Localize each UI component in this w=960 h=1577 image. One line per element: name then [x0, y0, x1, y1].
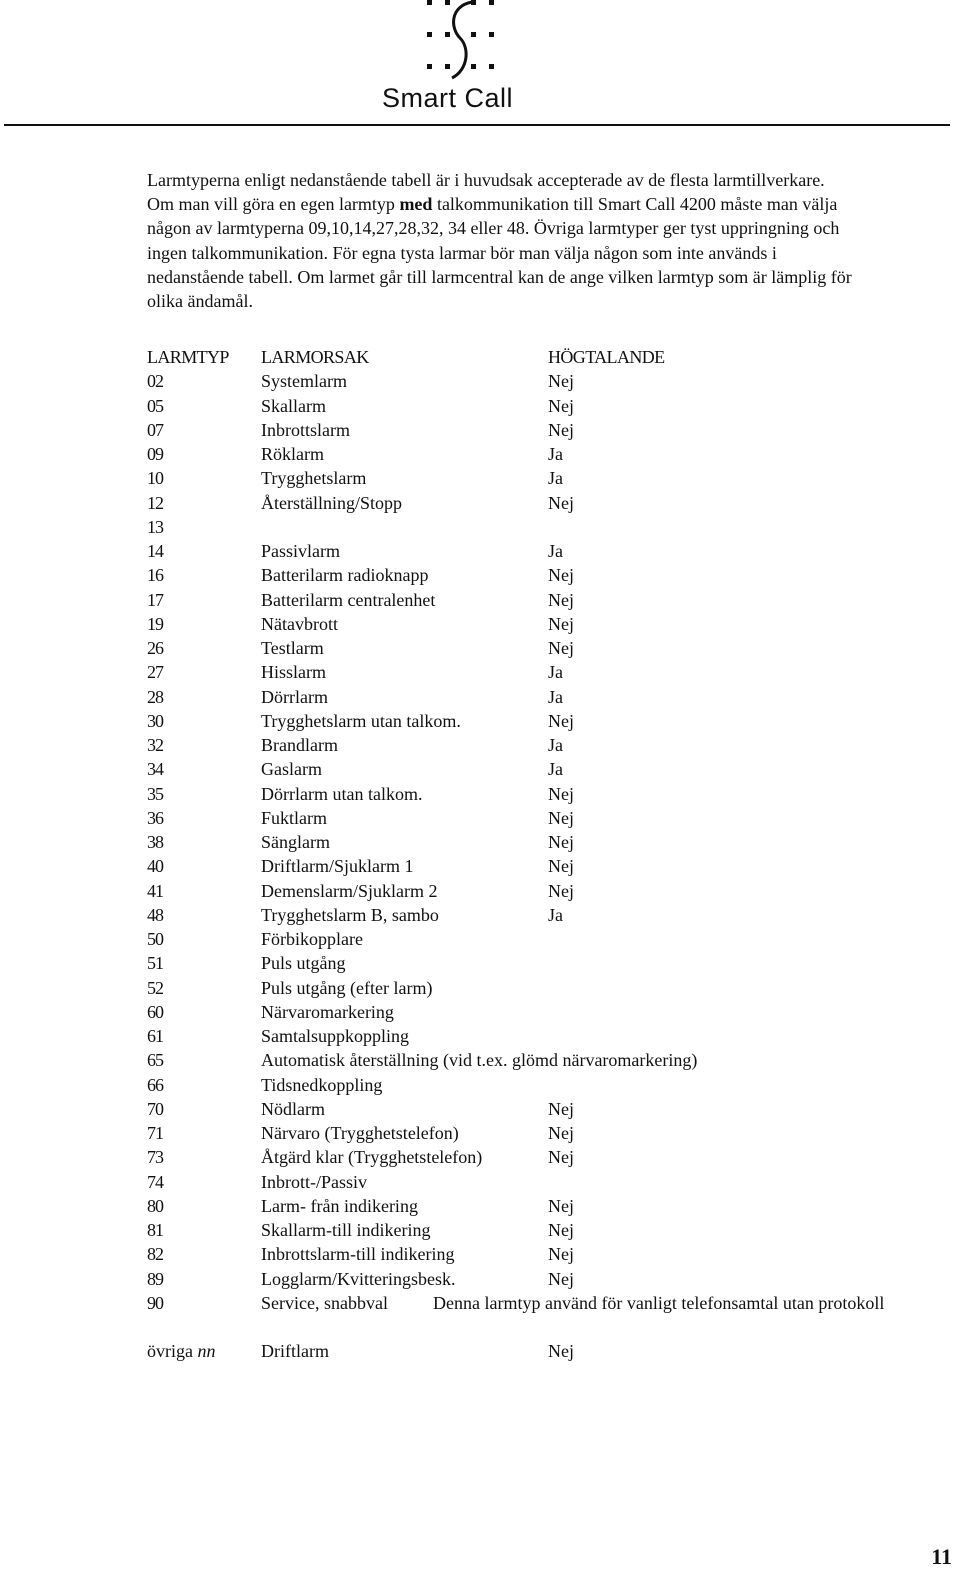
- alarm-speaker: Nej: [548, 613, 574, 634]
- table-row: [147, 1242, 947, 1266]
- alarm-cause: Passivlarm: [261, 541, 340, 561]
- table-row: [147, 612, 947, 636]
- alarm-cause: Skallarm-till indikering: [261, 1220, 431, 1240]
- alarm-speaker: Ja: [548, 686, 563, 707]
- table-row: [147, 854, 947, 878]
- alarm-cause: Automatisk återställning (vid t.ex. glömd närvaromarkering): [261, 1050, 698, 1071]
- alarm-cause: Återställning/Stopp: [261, 492, 402, 513]
- alarm-code: 34: [147, 759, 163, 780]
- intro-paragraph-2: Om man vill göra en egen larmtyp med talkommunikation till Smart Call 4200 måste man välja någon av larmtyperna 09,10,14,27,28,32, 34 eller 48. Övriga larmtyper ger tyst uppringning och ingen talkommunikation. För egna tysta larmar bör man välja någon som inte används i nedanstående tabell. Om larmet går till larmcentral kan de ange vilken larmtyp som är lämplig för olika ändamål.: [147, 194, 852, 312]
- alarm-cause: Närvaro (Trygghetstelefon): [261, 1123, 459, 1143]
- brand-name: Smart Call: [382, 83, 514, 113]
- alarm-speaker: Nej: [548, 710, 574, 731]
- alarm-code: 27: [147, 662, 163, 683]
- table-row: [147, 1097, 947, 1121]
- alarm-cause: Systemlarm: [261, 371, 347, 392]
- intro-paragraph-1: Larmtyperna enligt nedanstående tabell är i huvudsak accepterade av de flesta larmtillverkare.: [147, 170, 825, 190]
- table-row: [147, 733, 947, 757]
- alarm-speaker: Ja: [548, 444, 563, 464]
- table-row: [147, 1218, 947, 1242]
- table-row: [147, 976, 947, 1000]
- table-row: [147, 927, 947, 951]
- alarm-code: 28: [147, 686, 163, 707]
- alarm-speaker: Nej: [548, 419, 574, 440]
- alarm-code: 09: [147, 444, 163, 464]
- alarm-code: 73: [147, 1147, 163, 1168]
- alarm-code: övriga nn: [147, 1341, 216, 1362]
- alarm-cause: Demenslarm/Sjuklarm 2: [261, 880, 438, 901]
- alarm-speaker: Nej: [548, 880, 574, 901]
- alarm-speaker: Nej: [548, 565, 574, 586]
- alarm-code: 36: [147, 807, 163, 828]
- alarm-code: 71: [147, 1123, 163, 1143]
- alarm-code: 70: [147, 1098, 163, 1119]
- table-row: [147, 563, 947, 587]
- table-row: [147, 685, 947, 709]
- alarm-code: 65: [147, 1050, 163, 1071]
- table-row: [147, 515, 947, 539]
- table-row: [147, 1170, 947, 1194]
- alarm-speaker: Nej: [548, 371, 574, 392]
- alarm-cause: Trygghetslarm: [261, 468, 367, 489]
- alarm-code: 12: [147, 492, 163, 513]
- table-row: [147, 660, 947, 684]
- alarm-code: 14: [147, 541, 163, 561]
- alarm-cause: Hisslarm: [261, 662, 326, 683]
- alarm-code: 13: [147, 516, 163, 537]
- alarm-speaker: Nej: [548, 492, 574, 513]
- table-row: [147, 879, 947, 903]
- table-row: [147, 1194, 947, 1218]
- alarm-code: 41: [147, 880, 163, 901]
- alarm-speaker: Nej: [548, 1268, 574, 1289]
- table-row: [147, 491, 947, 515]
- alarm-code: 05: [147, 395, 163, 416]
- table-row: [147, 1267, 947, 1291]
- table-row: [147, 539, 947, 563]
- alarm-code: 30: [147, 710, 163, 731]
- alarm-speaker: Nej: [548, 1123, 574, 1143]
- alarm-cause: Skallarm: [261, 395, 326, 416]
- header-logo: [0, 0, 960, 122]
- table-row: [147, 903, 947, 927]
- alarm-cause: Röklarm: [261, 444, 324, 464]
- alarm-code: 16: [147, 565, 163, 586]
- alarm-code: 52: [147, 977, 163, 998]
- alarm-type-table: [147, 345, 947, 1364]
- alarm-code: 26: [147, 638, 163, 658]
- table-row: [147, 806, 947, 830]
- alarm-cause: Tidsnedkoppling: [261, 1074, 383, 1095]
- alarm-speaker: Nej: [548, 638, 574, 658]
- alarm-cause: Puls utgång: [261, 953, 346, 974]
- alarm-code: 19: [147, 613, 163, 634]
- alarm-cause: Larm- från indikering: [261, 1195, 418, 1216]
- alarm-cause: Trygghetslarm utan talkom.: [261, 710, 461, 731]
- table-row: [147, 1024, 947, 1048]
- smart-call-logo-icon: [400, 0, 520, 82]
- alarm-speaker: Nej: [548, 589, 574, 610]
- alarm-code: 17: [147, 589, 163, 610]
- alarm-code: 74: [147, 1171, 163, 1192]
- table-row-other: [147, 1339, 947, 1363]
- table-row: [147, 442, 947, 466]
- alarm-code: 81: [147, 1220, 163, 1240]
- alarm-cause: Driftlarm/Sjuklarm 1: [261, 856, 414, 877]
- alarm-cause: Inbrottslarm: [261, 419, 350, 440]
- header-divider: [4, 124, 950, 126]
- alarm-code: 51: [147, 953, 163, 974]
- alarm-speaker: Nej: [548, 1341, 574, 1362]
- alarm-cause: Logglarm/Kvitteringsbesk.: [261, 1268, 456, 1289]
- table-row: [147, 418, 947, 442]
- alarm-cause: Service, snabbval: [261, 1292, 388, 1313]
- alarm-cause: Puls utgång (efter larm): [261, 977, 433, 998]
- alarm-speaker: Nej: [548, 1244, 574, 1265]
- alarm-cause: Närvaromarkering: [261, 1001, 394, 1022]
- alarm-speaker: Ja: [548, 904, 563, 925]
- alarm-cause: Batterilarm centralenhet: [261, 589, 436, 610]
- alarm-speaker: Nej: [548, 1195, 574, 1216]
- alarm-code: 61: [147, 1026, 163, 1046]
- alarm-cause: Inbrott-/Passiv: [261, 1171, 367, 1192]
- alarm-code: 80: [147, 1195, 163, 1216]
- alarm-speaker: Nej: [548, 832, 574, 852]
- alarm-code: 60: [147, 1001, 163, 1022]
- table-row: [147, 1000, 947, 1024]
- alarm-speaker: Ja: [548, 541, 563, 561]
- alarm-cause: Gaslarm: [261, 759, 322, 780]
- alarm-cause: Trygghetslarm B, sambo: [261, 904, 439, 925]
- alarm-note: Denna larmtyp använd för vanligt telefonsamtal utan protokoll: [433, 1292, 885, 1313]
- table-header-row: [147, 345, 947, 369]
- alarm-cause: Testlarm: [261, 638, 324, 658]
- table-row: [147, 394, 947, 418]
- alarm-speaker: Ja: [548, 735, 563, 755]
- alarm-speaker: Ja: [548, 662, 563, 683]
- table-row: [147, 782, 947, 806]
- alarm-cause: Dörrlarm utan talkom.: [261, 783, 423, 804]
- table-row: [147, 588, 947, 612]
- column-header-larmorsak: LARMORSAK: [261, 347, 369, 367]
- intro-text: [147, 168, 867, 313]
- column-header-hogtalande: HÖGTALANDE: [548, 347, 665, 367]
- alarm-cause: Nödlarm: [261, 1098, 325, 1119]
- table-row: [147, 369, 947, 393]
- alarm-code: 35: [147, 783, 163, 804]
- table-row: [147, 830, 947, 854]
- alarm-cause: Nätavbrott: [261, 613, 338, 634]
- alarm-cause: Dörrlarm: [261, 686, 328, 707]
- alarm-cause: Brandlarm: [261, 735, 338, 755]
- table-row-service: [147, 1291, 947, 1315]
- alarm-speaker: Nej: [548, 1147, 574, 1168]
- alarm-code: 66: [147, 1074, 163, 1095]
- alarm-cause: Batterilarm radioknapp: [261, 565, 429, 586]
- alarm-code: 40: [147, 856, 163, 877]
- alarm-speaker: Nej: [548, 1220, 574, 1240]
- table-row: [147, 636, 947, 660]
- alarm-speaker: Nej: [548, 856, 574, 877]
- alarm-code: 10: [147, 468, 163, 489]
- alarm-code: 50: [147, 929, 163, 949]
- alarm-code: 90: [147, 1292, 163, 1313]
- alarm-code: 02: [147, 371, 163, 392]
- table-row: [147, 466, 947, 490]
- alarm-speaker: Ja: [548, 468, 563, 489]
- alarm-code: 38: [147, 832, 163, 852]
- alarm-speaker: Nej: [548, 783, 574, 804]
- column-header-larmtyp: LARMTYP: [147, 347, 229, 367]
- alarm-cause: Sänglarm: [261, 832, 330, 852]
- alarm-cause: Förbikopplare: [261, 929, 363, 949]
- table-row: [147, 1121, 947, 1145]
- alarm-speaker: Nej: [548, 1098, 574, 1119]
- alarm-cause: Samtalsuppkoppling: [261, 1026, 409, 1046]
- page-number: 11: [931, 1544, 952, 1569]
- alarm-code: 32: [147, 735, 163, 755]
- table-row: [147, 1073, 947, 1097]
- alarm-cause: Åtgärd klar (Trygghetstelefon): [261, 1147, 483, 1168]
- alarm-code: 82: [147, 1244, 163, 1265]
- alarm-code: 89: [147, 1268, 163, 1289]
- table-row: [147, 1048, 947, 1072]
- alarm-cause: Driftlarm: [261, 1341, 329, 1362]
- alarm-speaker: Nej: [548, 807, 574, 828]
- table-row: [147, 709, 947, 733]
- table-row: [147, 951, 947, 975]
- table-row: [147, 1145, 947, 1169]
- alarm-code: 07: [147, 419, 163, 440]
- emphasis-med: med: [399, 194, 433, 215]
- alarm-cause: Inbrottslarm-till indikering: [261, 1244, 455, 1265]
- alarm-speaker: Ja: [548, 759, 563, 780]
- table-row: [147, 757, 947, 781]
- alarm-code: 48: [147, 904, 163, 925]
- alarm-cause: Fuktlarm: [261, 807, 327, 828]
- alarm-speaker: Nej: [548, 395, 574, 416]
